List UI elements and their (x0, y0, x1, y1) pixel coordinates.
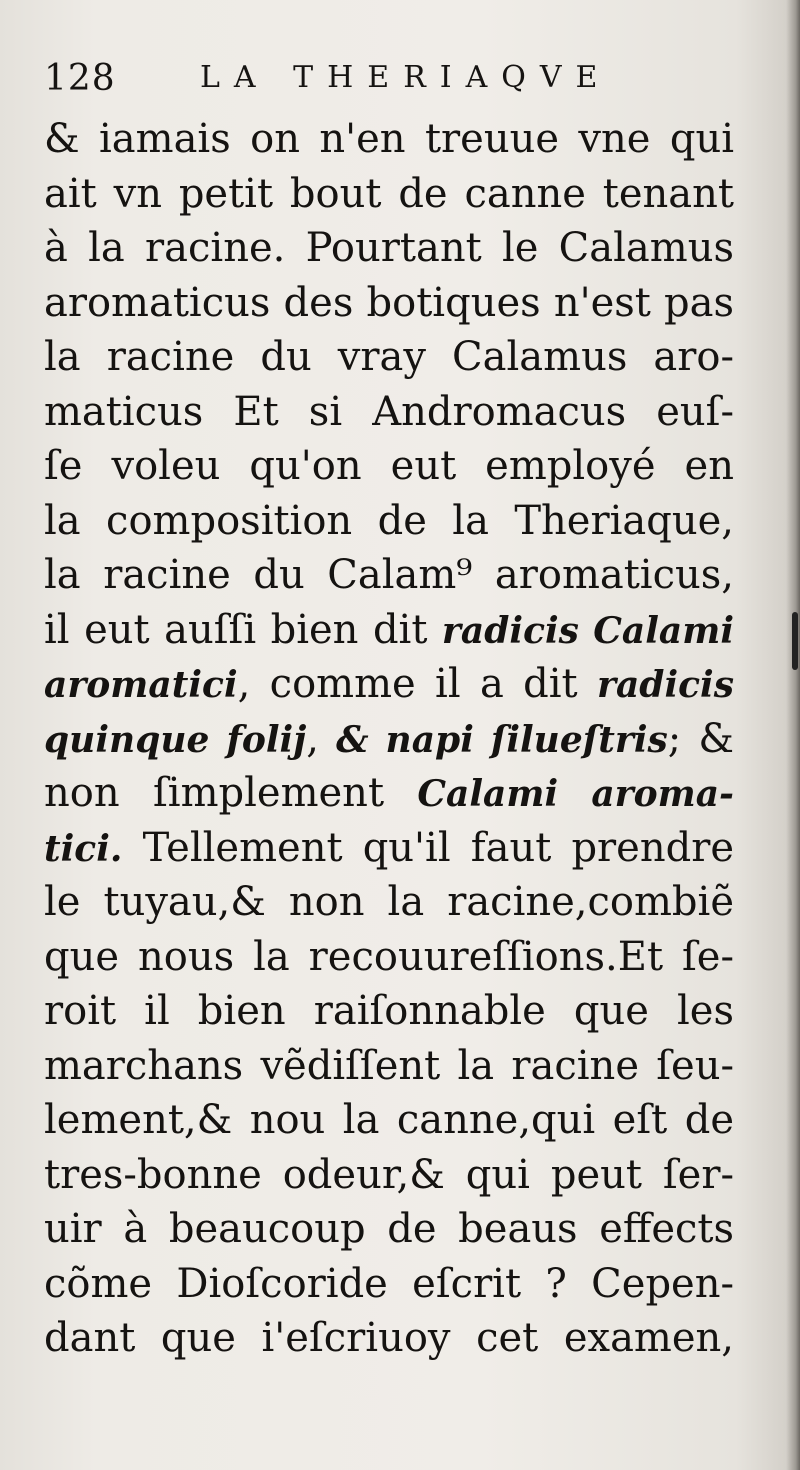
text-segment: & iamais on n'en treuue vne qui (44, 116, 734, 162)
text-line (44, 276, 734, 331)
text-segment: la racine du vray Calamus aro- (44, 334, 734, 380)
text-line (44, 1148, 734, 1203)
text-segment: Tellement qu'il faut prendre (122, 824, 734, 871)
page-header (44, 58, 734, 108)
italic-text-segment: quinque folij (44, 718, 307, 761)
text-segment: ; & (667, 715, 735, 762)
text-segment: que nous la recouureſſions.Et ſe- (44, 933, 734, 980)
text-line (44, 1039, 734, 1094)
text-line (44, 1093, 734, 1148)
text-segment: il eut auſſi bien dit (44, 606, 442, 653)
text-segment: roit il bien raiſonnable que les (44, 988, 734, 1034)
text-line (44, 1202, 734, 1257)
text-line (44, 112, 734, 167)
text-segment: tres-bonne odeur,& qui peut ſer- (44, 1151, 734, 1198)
page-edge-mark (792, 612, 798, 670)
text-segment: , (306, 715, 337, 762)
text-segment: maticus Et si Andromacus euſ- (44, 388, 734, 435)
text-line (44, 1311, 734, 1366)
text-line (44, 548, 734, 603)
text-segment: ſe voleu qu'on eut employé en (44, 443, 734, 489)
text-line (44, 494, 734, 549)
text-segment: ait vn petit bout de canne tenant (44, 170, 734, 217)
text-line (44, 1257, 734, 1312)
text-segment: marchans vẽdiſſent la racine ſeu- (44, 1042, 734, 1089)
text-line (44, 167, 734, 222)
text-line (44, 330, 734, 385)
text-segment: lement,& nou la canne,qui eſt de (44, 1097, 734, 1143)
text-line (44, 221, 734, 276)
text-line (44, 603, 734, 658)
italic-text-segment: & napi ſilueſtris (336, 718, 668, 761)
text-segment: dant que i'eſcriuoy cet examen, (44, 1315, 734, 1361)
text-segment: la composition de la Theriaque, (44, 497, 734, 544)
text-line (44, 984, 734, 1039)
italic-text-segment: radicis Calami (441, 609, 734, 652)
text-segment: à la racine. Pourtant le Calamus (44, 225, 734, 271)
text-line (44, 385, 734, 440)
text-line (44, 930, 734, 985)
page-number: 128 (44, 58, 116, 99)
text-line (44, 766, 734, 821)
running-title: LA THERIAQVE (200, 60, 612, 95)
italic-text-segment: aromatici (44, 664, 238, 706)
text-line (44, 712, 734, 767)
text-line (44, 875, 734, 930)
text-line (44, 821, 734, 876)
text-segment: le tuyau,& non la racine,combiẽ (44, 879, 734, 925)
page-gutter-shadow (786, 0, 800, 1470)
text-line (44, 657, 734, 712)
text-segment: uir à beaucoup de beaus effects (44, 1206, 734, 1252)
text-line (44, 439, 734, 494)
italic-text-segment: Calami aroma- (417, 773, 734, 815)
text-segment: cõme Dioſcoride eſcrit ? Cepen- (44, 1260, 734, 1307)
italic-text-segment: radicis (596, 664, 734, 706)
text-segment: , comme il a dit (237, 661, 597, 707)
italic-text-segment: tici. (44, 827, 123, 870)
text-segment: la racine du Calam⁹ aromaticus, (44, 552, 734, 598)
text-segment: aromaticus des botiques n'est pas (44, 279, 734, 326)
body-text (44, 112, 744, 1366)
text-segment: non ſimplement (44, 770, 418, 816)
